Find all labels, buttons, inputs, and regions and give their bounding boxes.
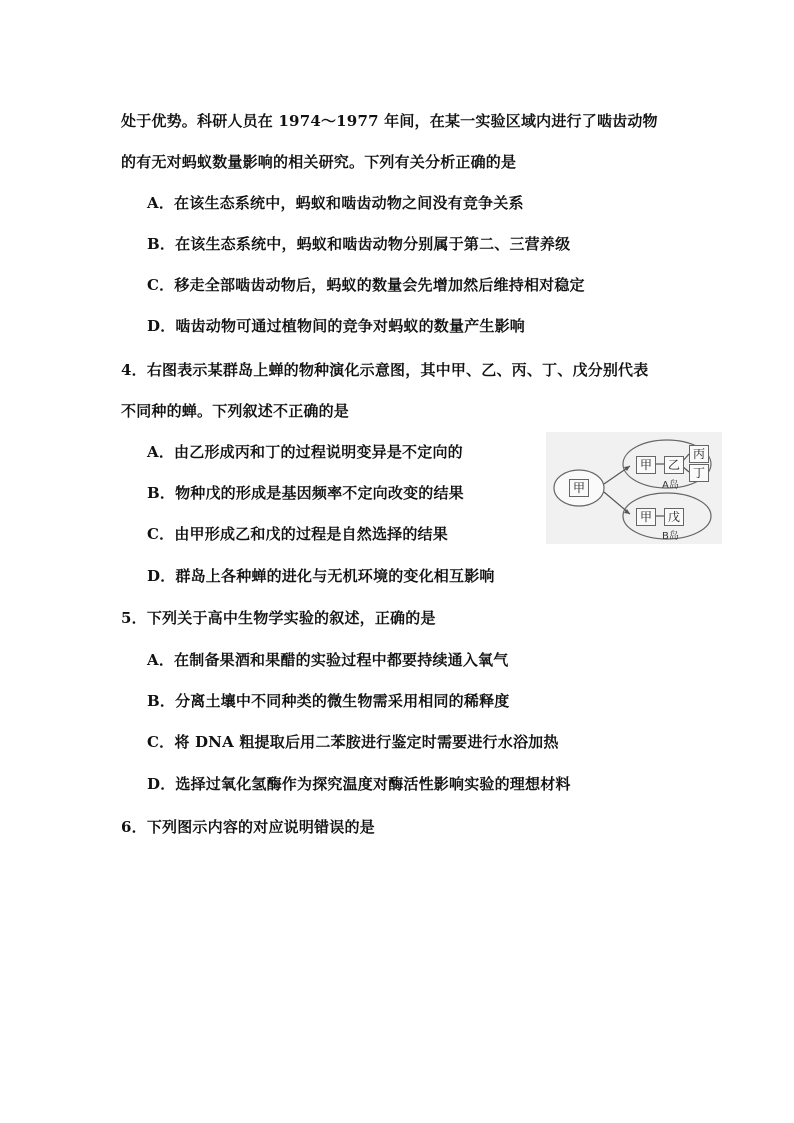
- option-a: A．由乙形成丙和丁的过程说明变异是不定向的: [147, 443, 463, 461]
- island-b-label: B岛: [662, 531, 679, 542]
- question-4-stem: 4．右图表示某群岛上蝉的物种演化示意图，其中甲、乙、丙、丁、戊分别代表: [121, 361, 649, 379]
- species-wu: 戊: [664, 508, 684, 526]
- option-b: B．物种戊的形成是基因频率不定向改变的结果: [147, 484, 464, 502]
- question-4-stem-cont: 不同种的蝉。下列叙述不正确的是: [121, 402, 350, 420]
- species-jia-a: 甲: [636, 456, 656, 474]
- option-c: C．将 DNA 粗提取后用二苯胺进行鉴定时需要进行水浴加热: [147, 733, 559, 751]
- option-a: A．在该生态系统中，蚂蚁和啮齿动物之间没有竞争关系: [147, 194, 524, 212]
- option-d: D．啮齿动物可通过植物间的竞争对蚂蚁的数量产生影响: [147, 317, 526, 335]
- species-jia-origin: 甲: [569, 479, 589, 497]
- option-d: D．群岛上各种蝉的进化与无机环境的变化相互影响: [147, 567, 495, 585]
- speciation-diagram: [546, 432, 722, 544]
- species-jia-b: 甲: [636, 508, 656, 526]
- species-bing: 丙: [689, 445, 709, 463]
- species-ding: 丁: [689, 464, 709, 482]
- option-c: C．移走全部啮齿动物后，蚂蚁的数量会先增加然后维持相对稳定: [147, 276, 585, 294]
- option-b: B．在该生态系统中，蚂蚁和啮齿动物分别属于第二、三营养级: [147, 235, 571, 253]
- question-6-stem: 6．下列图示内容的对应说明错误的是: [121, 818, 375, 836]
- island-a-label: A岛: [662, 480, 679, 491]
- text-line: 的有无对蚂蚁数量影响的相关研究。下列有关分析正确的是: [121, 153, 517, 171]
- question-5-stem: 5．下列关于高中生物学实验的叙述，正确的是: [121, 609, 436, 627]
- option-a: A．在制备果酒和果醋的实验过程中都要持续通入氧气: [147, 651, 509, 669]
- species-yi: 乙: [664, 456, 684, 474]
- text-line: 处于优势。科研人员在 1974～1977 年间，在某一实验区域内进行了啮齿动物: [121, 112, 658, 130]
- option-d: D．选择过氧化氢酶作为探究温度对酶活性影响实验的理想材料: [147, 775, 571, 793]
- option-c: C．由甲形成乙和戊的过程是自然选择的结果: [147, 525, 448, 543]
- option-b: B．分离土壤中不同种类的微生物需采用相同的稀释度: [147, 692, 510, 710]
